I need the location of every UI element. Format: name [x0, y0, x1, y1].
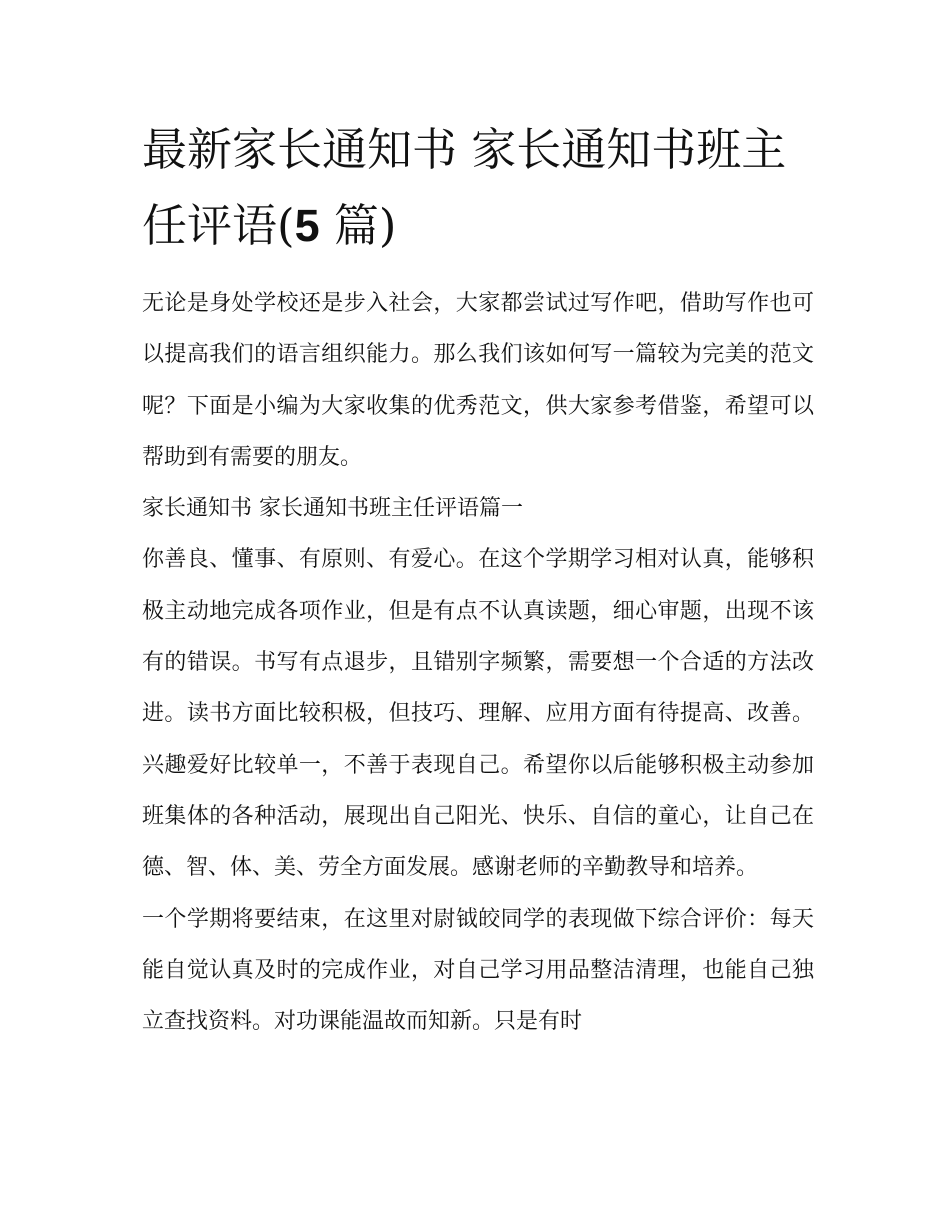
body-paragraph-1: 你善良、懂事、有原则、有爱心。在这个学期学习相对认真，能够积极主动地完成各项作业，但是有点不认真读题，细心审题，出现不该有的错误。书写有点退步，且错别字频繁，需要想一个合适的方法改进。读书方面比较积极，但技巧、理解、应用方面有待提高、改善。兴趣爱好比较单一，不善于表现自己。希望你以后能够积极主动参加班集体的各种活动，展现出自己阳光、快乐、自信的童心，让自己在德、智、体、美、劳全方面发展。感谢老师的辛勤教导和培养。 [142, 547, 814, 881]
intro-paragraph: 无论是身处学校还是步入社会，大家都尝试过写作吧，借助写作也可以提高我们的语言组织能力。那么我们该如何写一篇较为完美的范文呢？下面是小编为大家收集的优秀范文，供大家参考借鉴，希望可以帮助到有需要的朋友。 [142, 291, 814, 470]
document-page [142, 112, 814, 1047]
body-paragraph-2: 一个学期将要结束，在这里对尉钺皎同学的表现做下综合评价：每天能自觉认真及时的完成作业，对自己学习用品整洁清理，也能自己独立查找资料。对功课能温故而知新。只是有时 [142, 906, 814, 1035]
title-text-part2: 篇) [319, 199, 397, 252]
document-title [142, 112, 814, 264]
title-number: 5 [294, 200, 320, 251]
title-text-part1: 最新家长通知书 家长通知书班主任评语( [142, 123, 787, 252]
section-heading: 家长通知书 家长通知书班主任评语篇一 [142, 496, 523, 522]
